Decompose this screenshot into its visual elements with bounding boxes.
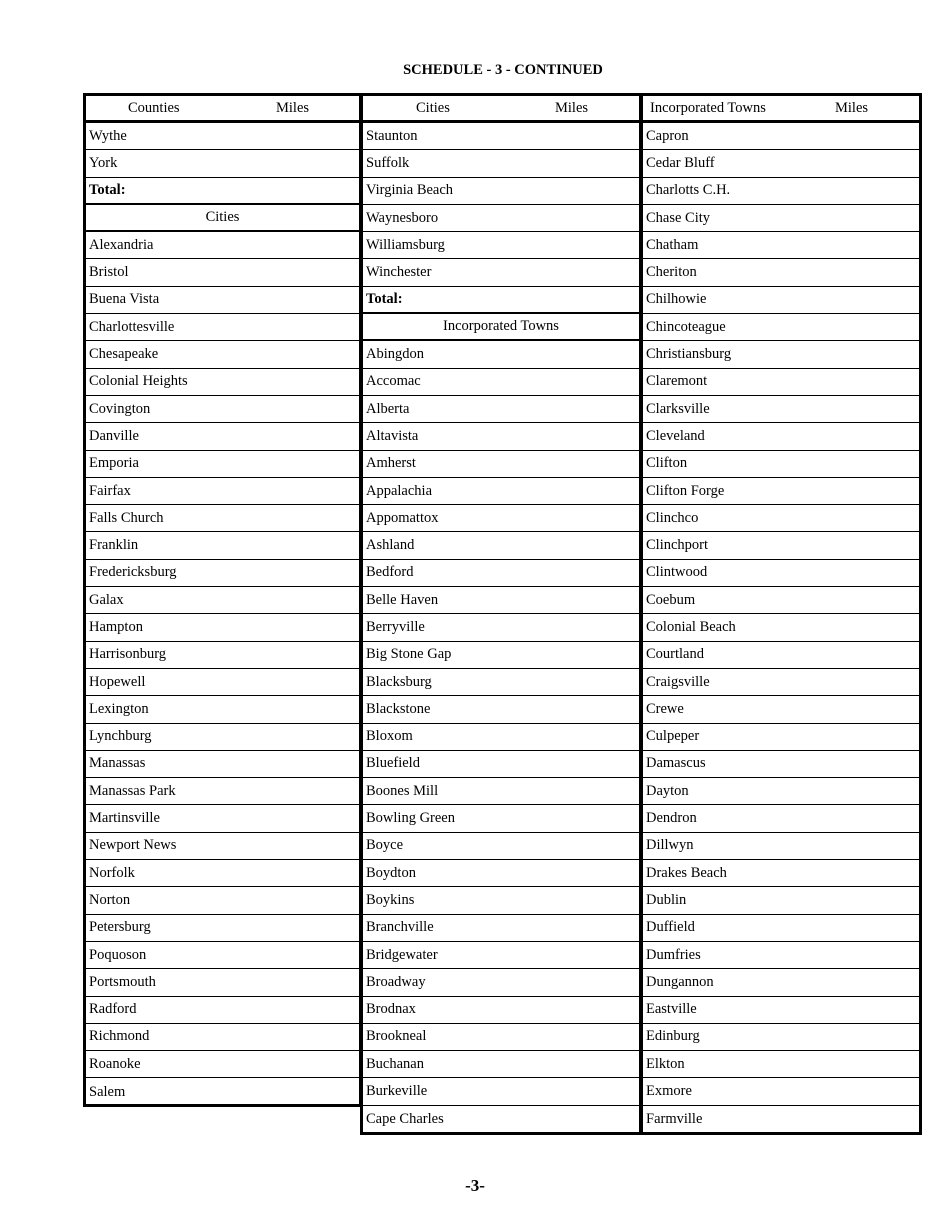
table-row: Franklin	[86, 532, 359, 559]
table-row: Manassas	[86, 751, 359, 778]
table-row: Claremont	[643, 369, 919, 396]
section-heading: Incorporated Towns	[363, 314, 639, 341]
table-row: Abingdon	[363, 341, 639, 368]
table-row: Eastville	[643, 997, 919, 1024]
table-row: Buena Vista	[86, 287, 359, 314]
table-row: Bluefield	[363, 751, 639, 778]
table-row: Radford	[86, 997, 359, 1024]
table-row: Accomac	[363, 369, 639, 396]
table-row: Manassas Park	[86, 778, 359, 805]
table-row: Drakes Beach	[643, 860, 919, 887]
table-row: Norton	[86, 887, 359, 914]
table-row: Brookneal	[363, 1024, 639, 1051]
column-header	[643, 96, 919, 123]
table-row: Covington	[86, 396, 359, 423]
table-row: Dublin	[643, 887, 919, 914]
header-name: Cities	[416, 99, 450, 116]
column-incorporated-towns	[640, 93, 922, 1135]
page-title: SCHEDULE - 3 - CONTINUED	[403, 62, 603, 78]
table-row: Staunton	[363, 123, 639, 150]
header-name: Counties	[128, 99, 180, 116]
table-row: Newport News	[86, 833, 359, 860]
table-row: Blackstone	[363, 696, 639, 723]
table-row: Clintwood	[643, 560, 919, 587]
table-row: Bowling Green	[363, 805, 639, 832]
table-row: Harrisonburg	[86, 642, 359, 669]
table-row: Bloxom	[363, 724, 639, 751]
table-row: Suffolk	[363, 150, 639, 177]
table-row: Alberta	[363, 396, 639, 423]
column-header	[363, 96, 639, 123]
table-row: Ashland	[363, 532, 639, 559]
table-row: Poquoson	[86, 942, 359, 969]
table-row: Wythe	[86, 123, 359, 150]
table-row: Altavista	[363, 423, 639, 450]
table-row: Appalachia	[363, 478, 639, 505]
table-row: Edinburg	[643, 1024, 919, 1051]
table-row: Belle Haven	[363, 587, 639, 614]
table-row: Appomattox	[363, 505, 639, 532]
table-row: Buchanan	[363, 1051, 639, 1078]
table-row: Portsmouth	[86, 969, 359, 996]
table-row: Chesapeake	[86, 341, 359, 368]
table-row: Clinchport	[643, 532, 919, 559]
table-row: Chase City	[643, 205, 919, 232]
table-row: Clifton	[643, 451, 919, 478]
total-row: Total:	[363, 287, 639, 314]
table-row: Chatham	[643, 232, 919, 259]
table-row: Fredericksburg	[86, 560, 359, 587]
column-counties	[83, 93, 362, 1107]
header-miles: Miles	[835, 99, 869, 116]
table-row: Crewe	[643, 696, 919, 723]
table-row: Roanoke	[86, 1051, 359, 1078]
table-row: Danville	[86, 423, 359, 450]
header-miles: Miles	[276, 99, 310, 116]
table-row: Hopewell	[86, 669, 359, 696]
section-heading: Cities	[86, 205, 359, 232]
table-row: Blacksburg	[363, 669, 639, 696]
table-row: Charlottesville	[86, 314, 359, 341]
table-row: Chincoteague	[643, 314, 919, 341]
table-row: Petersburg	[86, 915, 359, 942]
table-row: Cheriton	[643, 259, 919, 286]
table-row: Martinsville	[86, 805, 359, 832]
table-row: Williamsburg	[363, 232, 639, 259]
table-row: Charlotts C.H.	[643, 178, 919, 205]
table-row: Salem	[89, 1083, 126, 1100]
table-row: Capron	[643, 123, 919, 150]
table-row: Farmville	[646, 1110, 703, 1127]
table-row: Falls Church	[86, 505, 359, 532]
table-row: Burkeville	[363, 1078, 639, 1105]
table-row: Emporia	[86, 451, 359, 478]
table-row: Cedar Bluff	[643, 150, 919, 177]
table-row: Boyce	[363, 833, 639, 860]
table-row: Alexandria	[86, 232, 359, 259]
table-row: Richmond	[86, 1024, 359, 1051]
table-row: Colonial Beach	[643, 614, 919, 641]
table-row: Lexington	[86, 696, 359, 723]
table-row: Dillwyn	[643, 833, 919, 860]
table-row: Bedford	[363, 560, 639, 587]
total-row: Total:	[86, 178, 359, 205]
table-row: Amherst	[363, 451, 639, 478]
table-row: Elkton	[643, 1051, 919, 1078]
table-row: Boykins	[363, 887, 639, 914]
table-row: Exmore	[643, 1078, 919, 1105]
table-row: Cleveland	[643, 423, 919, 450]
table-row: Courtland	[643, 642, 919, 669]
table-row: Dayton	[643, 778, 919, 805]
table-row: Bristol	[86, 259, 359, 286]
table-row: Norfolk	[86, 860, 359, 887]
column-cities	[360, 93, 642, 1135]
table-row: Virginia Beach	[363, 178, 639, 205]
page-number: -3-	[465, 1176, 485, 1195]
table-row: Waynesboro	[363, 205, 639, 232]
table-row: Damascus	[643, 751, 919, 778]
table-row: Hampton	[86, 614, 359, 641]
table-row: Cape Charles	[366, 1110, 444, 1127]
header-name: Incorporated Towns	[650, 99, 766, 116]
table-row: Branchville	[363, 915, 639, 942]
table-row: Big Stone Gap	[363, 642, 639, 669]
header-miles: Miles	[555, 99, 589, 116]
table-row: Clifton Forge	[643, 478, 919, 505]
table-row: Coebum	[643, 587, 919, 614]
table-row: Berryville	[363, 614, 639, 641]
table-row: Broadway	[363, 969, 639, 996]
table-row: Duffield	[643, 915, 919, 942]
table-row: Bridgewater	[363, 942, 639, 969]
table-row: Culpeper	[643, 724, 919, 751]
table-row: Brodnax	[363, 997, 639, 1024]
table-row: Clinchco	[643, 505, 919, 532]
table-row: Dendron	[643, 805, 919, 832]
table-row: Boones Mill	[363, 778, 639, 805]
table-row: Craigsville	[643, 669, 919, 696]
table-row: Dumfries	[643, 942, 919, 969]
table-row: Boydton	[363, 860, 639, 887]
table-row: Dungannon	[643, 969, 919, 996]
table-row: Galax	[86, 587, 359, 614]
table-row: Clarksville	[643, 396, 919, 423]
table-row: Colonial Heights	[86, 369, 359, 396]
table-row: Lynchburg	[86, 724, 359, 751]
column-header	[86, 96, 359, 123]
table-row: Winchester	[363, 259, 639, 286]
table-row: Fairfax	[86, 478, 359, 505]
table-row: York	[86, 150, 359, 177]
table-row: Chilhowie	[643, 287, 919, 314]
table-row: Christiansburg	[643, 341, 919, 368]
